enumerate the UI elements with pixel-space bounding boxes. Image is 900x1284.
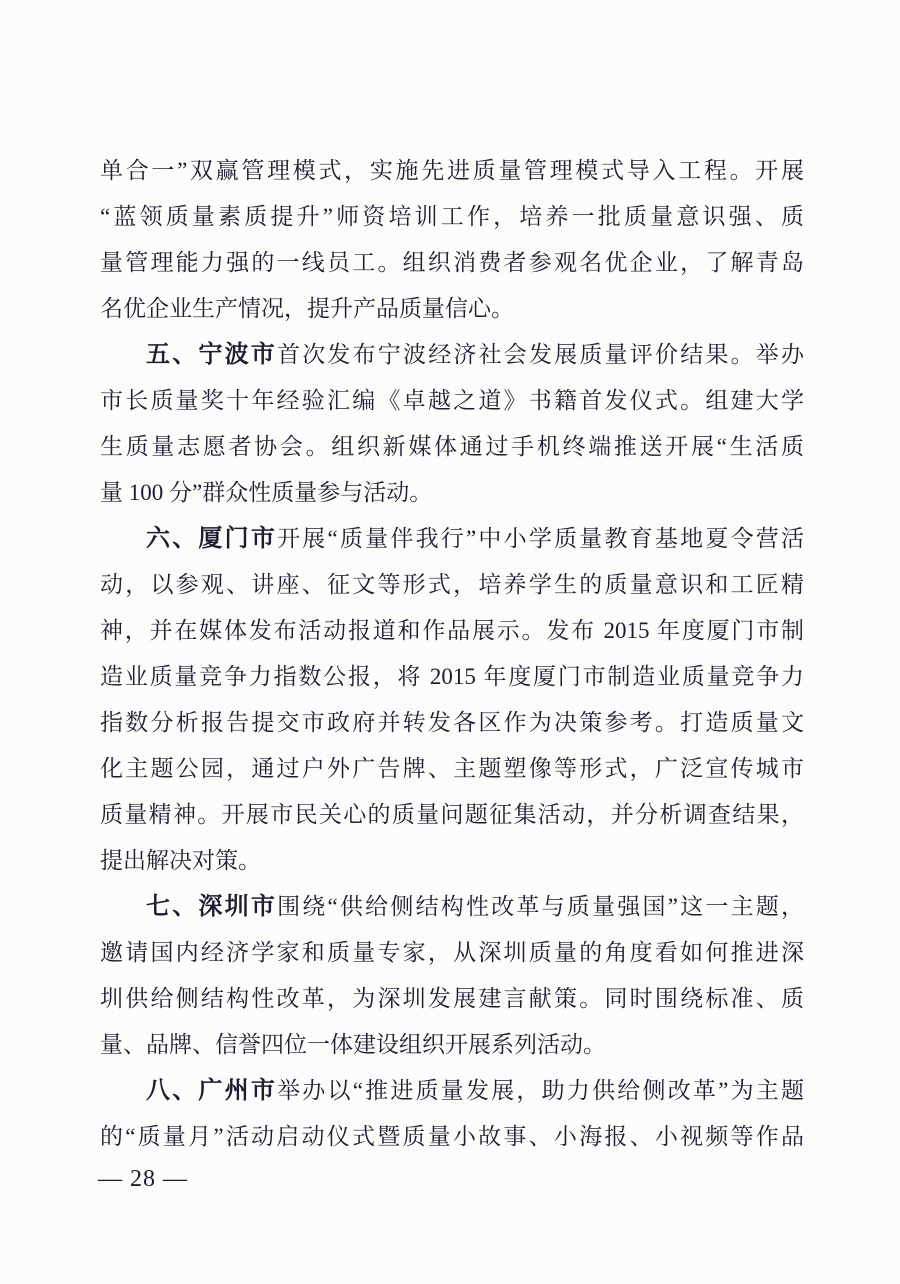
line-text: 开展“质量伴我行”中小学质量教育基地夏令营活: [277, 526, 804, 551]
text-line: 提出解决对策。: [100, 848, 261, 873]
text-line: 单合一”双赢管理模式，实施先进质量管理模式导入工程。开展: [100, 158, 804, 183]
text-line: 量管理能力强的一线员工。组织消费者参观名优企业，了解青岛: [100, 250, 804, 275]
text-line: 市长质量奖十年经验汇编《卓越之道》书籍首发仪式。组建大学: [100, 388, 804, 413]
text-line: [100, 516, 804, 562]
text-line: “蓝领质量素质提升”师资培训工作，培养一批质量意识强、质: [100, 204, 804, 229]
text-line: 量 100 分”群众性质量参与活动。: [100, 480, 433, 505]
line-text: 首次发布宁波经济社会发展质量评价结果。举办: [277, 342, 804, 367]
line-text: 举办以“推进质量发展，助力供给侧改革”为主题: [277, 1078, 804, 1103]
text-line: 神，并在媒体发布活动报道和作品展示。发布 2015 年度厦门市制: [100, 618, 804, 643]
section-heading: 五、宁波市: [146, 341, 277, 368]
section-heading: 六、厦门市: [146, 525, 278, 552]
paragraph: [100, 148, 804, 332]
page-number: — 28 —: [98, 1166, 188, 1192]
paragraph: [100, 1068, 804, 1160]
text-line: 指数分析报告提交市政府并转发各区作为决策参考。打造质量文: [100, 710, 804, 735]
text-line: 邀请国内经济学家和质量专家，从深圳质量的角度看如何推进深: [100, 940, 804, 965]
text-line: [100, 1068, 804, 1114]
paragraph: [100, 332, 804, 516]
line-text: 围绕“供给侧结构性改革与质量强国”这一主题，: [277, 894, 804, 919]
text-line: 生质量志愿者协会。组织新媒体通过手机终端推送开展“生活质: [100, 434, 804, 459]
text-line: 量、品牌、信誉四位一体建设组织开展系列活动。: [100, 1032, 606, 1057]
paragraph: [100, 516, 804, 884]
section-heading: 七、深圳市: [146, 893, 278, 920]
text-line: 名优企业生产情况，提升产品质量信心。: [100, 296, 514, 321]
text-line: 的“质量月”活动启动仪式暨质量小故事、小海报、小视频等作品: [100, 1124, 804, 1149]
document-body: [100, 148, 804, 1160]
text-line: 质量精神。开展市民关心的质量问题征集活动，并分析调查结果，: [100, 802, 804, 827]
text-line: [100, 332, 804, 378]
text-line: 造业质量竞争力指数公报，将 2015 年度厦门市制造业质量竞争力: [100, 664, 804, 689]
text-line: 动，以参观、讲座、征文等形式，培养学生的质量意识和工匠精: [100, 572, 804, 597]
section-heading: 八、广州市: [146, 1077, 278, 1104]
text-line: 化主题公园，通过户外广告牌、主题塑像等形式，广泛宣传城市: [100, 756, 804, 781]
text-line: [100, 884, 804, 930]
text-line: 圳供给侧结构性改革，为深圳发展建言献策。同时围绕标准、质: [100, 986, 804, 1011]
paragraph: [100, 884, 804, 1068]
